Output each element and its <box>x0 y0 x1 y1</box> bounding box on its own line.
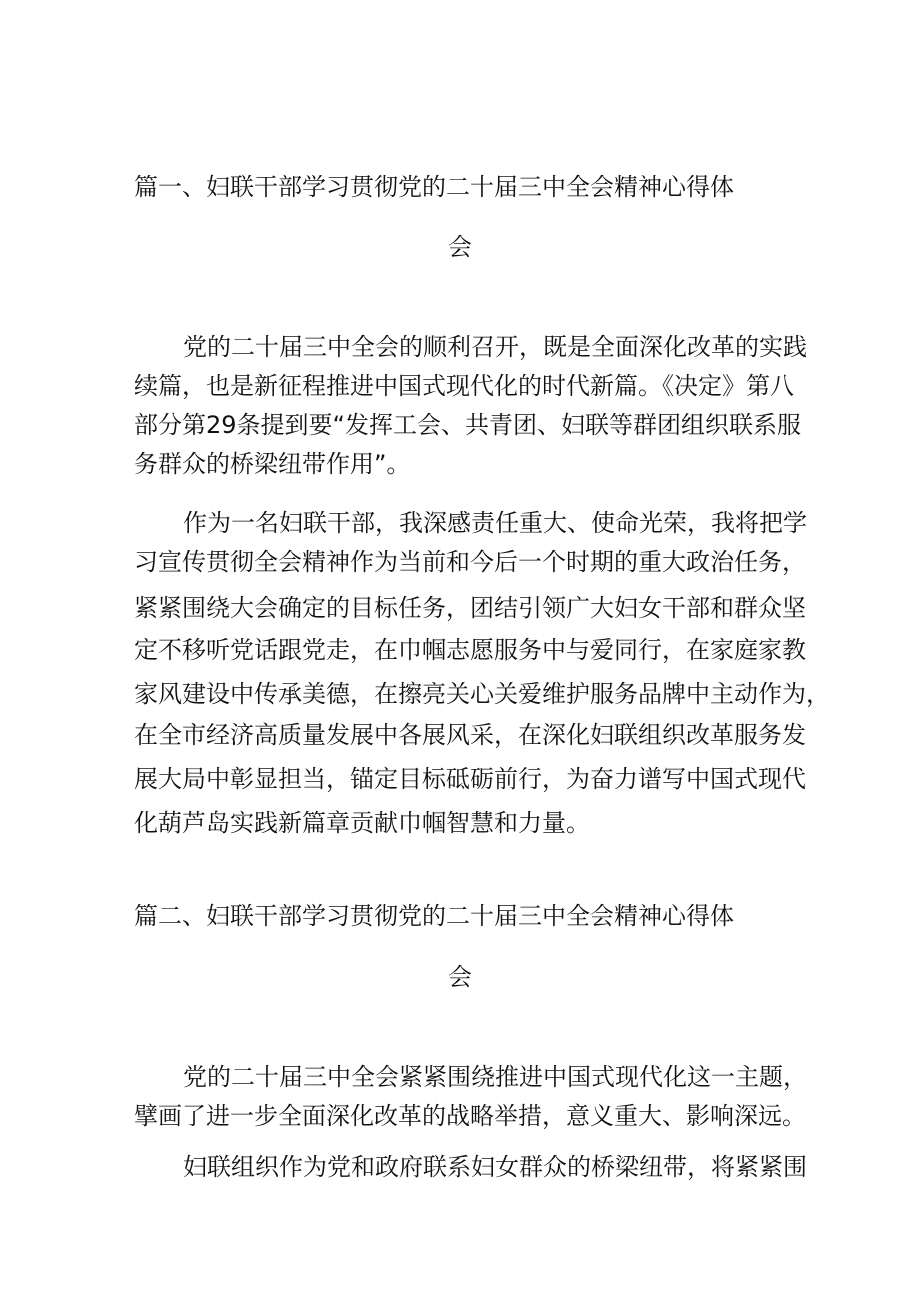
section-2-title-line-2: 会 <box>448 963 472 991</box>
section-1-paragraph-1-line-3: 部分第29条提到要“发挥工会、共青团、妇联等群团组织联系服 <box>134 411 801 439</box>
section-2-title-line-1: 篇二、妇联干部学习贯彻党的二十届三中全会精神心得体 <box>134 902 734 930</box>
section-1-paragraph-1-line-2: 续篇，也是新征程推进中国式现代化的时代新篇。《决定》第八 <box>134 372 794 400</box>
section-1-title-line-1: 篇一、妇联干部学习贯彻党的二十届三中全会精神心得体 <box>134 173 734 201</box>
section-1-paragraph-2-line-4: 定不移听党话跟党走，在巾帼志愿服务中与爱同行，在家庭家教 <box>134 636 806 664</box>
section-1-paragraph-2-line-7: 展大局中彰显担当，锚定目标砥砺前行，为奋力谱写中国式现代 <box>134 765 806 793</box>
section-1-paragraph-2-line-1: 作为一名妇联干部，我深感责任重大、使命光荣，我将把学 <box>183 509 807 537</box>
section-1-paragraph-2-line-3: 紧紧围绕大会确定的目标任务，团结引领广大妇女干部和群众坚 <box>134 594 806 622</box>
section-1-paragraph-2-line-8: 化葫芦岛实践新篇章贡献巾帼智慧和力量。 <box>134 809 590 837</box>
section-1-paragraph-1-line-1: 党的二十届三中全会的顺利召开，既是全面深化改革的实践 <box>183 333 807 361</box>
section-1-title-line-2: 会 <box>448 233 472 261</box>
section-1-paragraph-2-line-5: 家风建设中传承美德，在擦亮关心关爱维护服务品牌中主动作为， <box>134 680 830 708</box>
section-1-paragraph-1-line-4: 务群众的桥梁纽带作用”。 <box>134 450 411 478</box>
section-1-paragraph-2-line-6: 在全市经济高质量发展中各展风采，在深化妇联组织改革服务发 <box>134 721 806 749</box>
section-2-paragraph-1-line-1: 党的二十届三中全会紧紧围绕推进中国式现代化这一主题， <box>183 1063 807 1091</box>
section-2-paragraph-2-line-1: 妇联组织作为党和政府联系妇女群众的桥梁纽带，将紧紧围 <box>183 1153 807 1181</box>
section-1-paragraph-2-line-2: 习宣传贯彻全会精神作为当前和今后一个时期的重大政治任务， <box>134 548 806 576</box>
section-2-paragraph-1-line-2: 擘画了进一步全面深化改革的战略举措，意义重大、影响深远。 <box>134 1102 806 1130</box>
